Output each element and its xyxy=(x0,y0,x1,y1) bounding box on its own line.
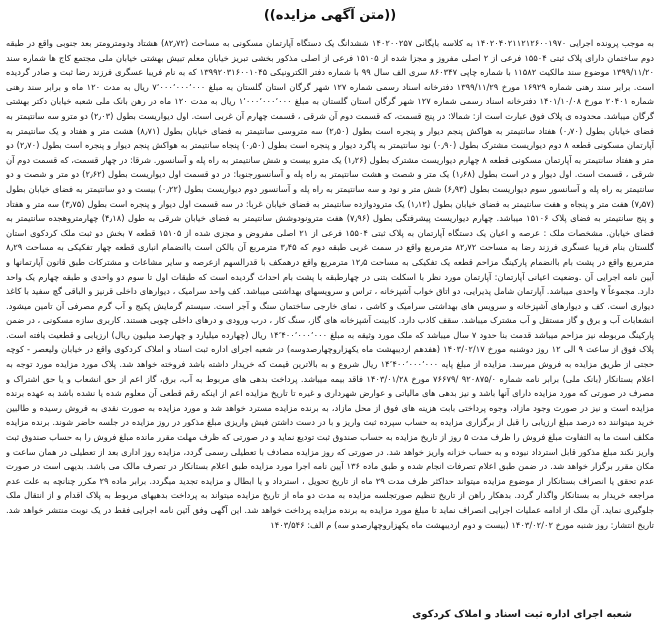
notice-body: به موجب پرونده اجرایی ۱۴۰۲۰۴۰۲۱۱۲۱۲۶۰۰۱۹۷۰ به کلاسه بایگانی ۱۴۰۲۰۰۲۵۷ ششدانگ یک دستگاه آپارتمان مسکونی به مساحت (۸۲٫۷۲) هشتاد ودومترومتر بعد جنوبی واقع در طبقه دوم ساختمان دارای پلاک ثبتی ۱۵۵۰۴ فرعی از ۲ اصلی مفروز و مجزا شده از ۱۵۱۰۵ فرعی از اصلی مذکور بخشی تبریز خیابان معلم تبیش بهشتی خیابان ملی مجتمع کاج ها شماره سند ۱۳۹۹/۱۱/۲۰ موضوع سند مالکیت ۱۱۵۸۲ با شماره چاپی ۸۶۰۳۴۷ سری الف سال ۹۹ با شماره دفتر الکترونیکی ۱۳۹۹۲۰۳۱۶۰۰۱۰۴۵ که به نام فریبا عسگری فرزند رضا ثبت و صادر گردیده است. برابر سند رهنی شماره ۱۶۹۲۹ مورخ ۱۳۹۹/۱۱/۲۹ دفترخانه اسناد رسمی شماره ۱۲۷ شهر گرگان استان گلستان به مبلغ ۷٬۰۰۰٬۰۰۰٬۰۰۰ ریال به مدت ۱۲۰ ماه و برابر سند رهنی شماره ۲۰۴۰۱ مورخ ۱۴۰۱/۱۰/۰۸ دفترخانه اسناد رسمی شماره ۱۲۷ شهر گرگان استان گلستان به مبلغ ۱٬۰۰۰٬۰۰۰٬۰۰۰ ریال به مدت ۱۲۰ ماه در رهن بانک ملی شعبه خیابان دکتر بهشتی گرگان میباشد. محدوده ی پلاک فوق عبارت است از: شمالا: در پنج قسمت، که قسمت دوم آن شرقی ، قسمت چهارم آن غربی است. اول دیواریست بطول (۲٫۰۳) دو مترو سه سانتیمتر به فضای خیابان بطول (۰٫۷۰) هفتاد سانتیمتر به هواکش پنجم دیوار و پنجره است بطول (۲٫۵۰) سه متروسی سانتیمتر به فضای خیابان بطول (۸٫۷۱) هشت متر و هفتاد و یک سانتیمتر به آپارتمان مسکونی قطعه ۸ دوم دیواریست مشترک بطول (۰٫۹۰) نود سانتیمتر به پاگرد دیوار و پنجره است بطول (۰٫۵۰) پنجاه سانتیمتر به هواکش پنجم دیوار و پنجره است بطول (۲٫۷۰) دو متر و هفتاد سانتیمتر به آپارتمان مسکونی قطعه ۸ چهارم دیواریست مشترک بطول (۱٫۲۶) یک مترو بیست و شش سانتیمتر به راه پله و آسانسور. شرقا: در چهار قسمت، که قسمت دوم آن شرقی ، قسمت است. اول دیوار و در است بطول (۱٫۶۸) یک متر و شصت و هشت سانتیمتر به راه پله و آسانسورجنوبا: در دو قسمت اول دیواریست بطول (۲٫۶۲) دو متر و شصت و دو سانتیمتر به راه پله و آسانسور سوم دیواریست بطول (۶٫۹۳) شش متر و نود و سه سانتیمتر به راه پله و آسانسور دوم دیواریست بطول (۰٫۲۲) بیست و دو سانتیمتر به فضای خیابان بطول (۷٫۵۷) هفت متر و پنجاه و هفت سانتیمتر به فضای خیابان بطول (۱٫۱۲) یک مترودوازده سانتیمتر به فضای خیابان غربا: در سه قسمت اول دیوار و پنجره است بطول (۳٫۷۵) سه متر و هفتاد و پنج سانتیمتر به فضای پلاک ۱۵۱۰۶ میباشد. چهارم دیواریست پیشرفتگی بطول (۷٫۹۶) هفت مترونودوشش سانتیمتر به فضای خیابان شرقی به طول (۴٫۱۸) چهارمتروهجده سانتیمتر به فضای خیابان. مشخصات ملک : عرصه و اعیان یک دستگاه آپارتمان به پلاک ثبتی ۱۵۵۰۴ فرعی از ۲۱ اصلی مفروض و مجزی شده از ۱۵۱۰۵ قطعه ۷ بخش دو ثبت ملک کردکوی استان گلستان بنام فریبا عسگری فرزند رضا به مساحت ۸۲٫۷۲ مترمربع واقع در سمت غربی طبقه دوم که ۳٫۴۵ مترمربع آن بالکن است باانضمام انباری قطعه چهار تفکیکی به مساحت ۸٫۲۹ مترمربع واقع در پشت بام باانضمام پارکینگ مزاحم قطعه یک تفکیکی به مساحت ۱۲٫۵ مترمربع واقع درهمکف با قدرالسهم ازعرصه و سایر مشاعات و مشترکات طبق قانون آپارتمانها و آیین نامه اجرایی آن .وضعیت اعیانی آپارتمان: آپارتمان مورد نظر با اسکلت بتنی در چهارطبقه با پشت بام احداث گردیده است که طبقات اول تا سوم دو واحدی و طبقه چهارم یک واحد دارد. مجموعاً ۷ واحدی میباشد. آپارتمان شامل پذیرایی، دو اتاق خواب آشپزخانه ، تراس و سرویسهای بهداشتی میباشد. کف واحد سرامیک ، دیوارهای داخلی قرنیز و الباقی گچ سفید با کاغذ دیواری است. کف و دیوارهای آشپزخانه و سرویس های بهداشتی سرامیک و کاشی ، نمای خارجی ساختمان سنگ و آجر است. سیستم گرمایش پکیج و آب گرم مصرفی آن تامین میشود. انشعابات آب و برق و گاز مستقل و آب مشترک میباشد. سقف کاذب دارد. کابینت آشپزخانه های گاز، سنگ کار ، درب ورودی و درهای داخلی چوبی هستند. کاربری سازه مسکونی ، در ضمن پارکینگ مربوطه نیز مزاحم میباشد قدمت بنا حدود ۷ سال میباشد که ملک مورد وثیقه به مبلغ ۱۴٬۴۰۰٬۰۰۰٬۰۰۰ ریال (چهارده میلیارد و چهارصد میلیون ریال) ارزیابی و قطعیت یافته است. پلاک فوق از ساعت ۹ الی ۱۲ روز دوشنبه مورخ ۱۴۰۳/۰۲/۱۷ (هفدهم اردیبهشت ماه یکهزاروچهارصدوسه) در شعبه اجرای اداره ثبت اسناد و املاک کردکوی واقع در خیابان ولیعصر - کوچه حجتی از طریق مزایده به فروش میرسد. مزایده از مبلغ پایه ۱۴٬۴۰۰٬۰۰۰٬۰۰۰ ریال شروع و به بالاترین قیمت که خریدار داشته باشد فروخته خواهد شد. پلاک مورد مزایده مورد توجه به اعلام بستانکار (بانک ملی) برابر نامه شماره ۹۲۰۸۷۵/۰ /۷۶۶۷۹ مورخ ۱۴۰۳/۰۱/۲۸ فاقد بیمه میباشد. پرداخت بدهی های مربوط به آب، برق، گاز اعم از حق انشعاب و یا حق اشتراک و مصرف در صورتی که مورد مزایده دارای آنها باشد و نیز بدهی های مالیاتی و عوارض شهرداری و غیره تا تاریخ مزایده اعم از اینکه رقم قطعی آن معلوم شده یا نشده باشد به عهده برنده مزایده است و نیز در صورت وجود مازاد، وجوه پرداختی بابت هزینه های فوق از محل مازاد، به برنده مزایده مسترد خواهد شد و مورد مزایده به صورت نقدی به فروش رسیده و طالبین خرید میتوانند ده درصد مبلغ ارزیابی را قبل از برگزاری مزایده به حساب سپرده ثبت واریز و با در دست داشتن فیش واریزی مبلغ مذکور در روز مزایده در جلسه حاضر شوند. برنده مزایده مکلف است ما به التفاوت مبلغ فروش را ظرف مدت ۵ روز از تاریخ مزایده به حساب صندوق ثبت تودیع نماید و در صورتی که ظرف مهلت مقرر مانده مبلغ فروش را به حساب صندوق ثبت واریز نکند مبلغ مذکور قابل استرداد نبوده و به حساب خزانه واریز خواهد شد. در صورتی که روز مزایده مصادف با تعطیلی رسمی گردد، مزایده روز اداری بعد از تعطیلی در همان ساعت و مکان مقرر برگزار خواهد شد. در ضمن طبق اعلام تصرفات انجام شده و طبق ماده ۱۳۶ آیین نامه اجرا مورد مزایده طبق اعلام بستانکار در تصرف مالک می باشد. بدیهی است در صورت عدم تحقق یا انصراف بستانکار از موضوع مزایده میتواند حداکثر ظرف مدت ۲۹ ماه از تاریخ تحویل ، استرداد و یا ابطال و مزایده تجدید میگردد. برابر ماده ۲۹ مکرر چنانچه به علت عدم مراجعه خریدار به بستانکار واگذار گردد. بدهکار راهن از تاریخ تنظیم صورتجلسه مزایده به مدت دو ماه از تاریخ مزایده میتواند به پرداخت بدهیهای مربوط به پلاک اقدام و از انتقال ملک جلوگیری نماید. آن ملک از ادامه عملیات اجرایی انصراف نماید تا مبلغ مورد مزایده به برنده مزایده پرداخت خواهد شد. این آگهی وفق آئین نامه اجرایی فقط در یک نوبت منتشر خواهد شد. تاریخ انتشار: روز شنبه مورخ ۱۴۰۳/۰۲/۰۲ (بیست و دوم اردیبهشت ماه یکهزاروچهارصدو سه) م الف: ۱۴۰۳/۵۴۶ xyxy=(6,38,654,530)
notice-title: ((متن آگهی مزایده)) xyxy=(263,8,397,23)
notice-signature: شعبه اجرای اداره ثبت اسناد و املاک کردکوی xyxy=(412,609,632,620)
